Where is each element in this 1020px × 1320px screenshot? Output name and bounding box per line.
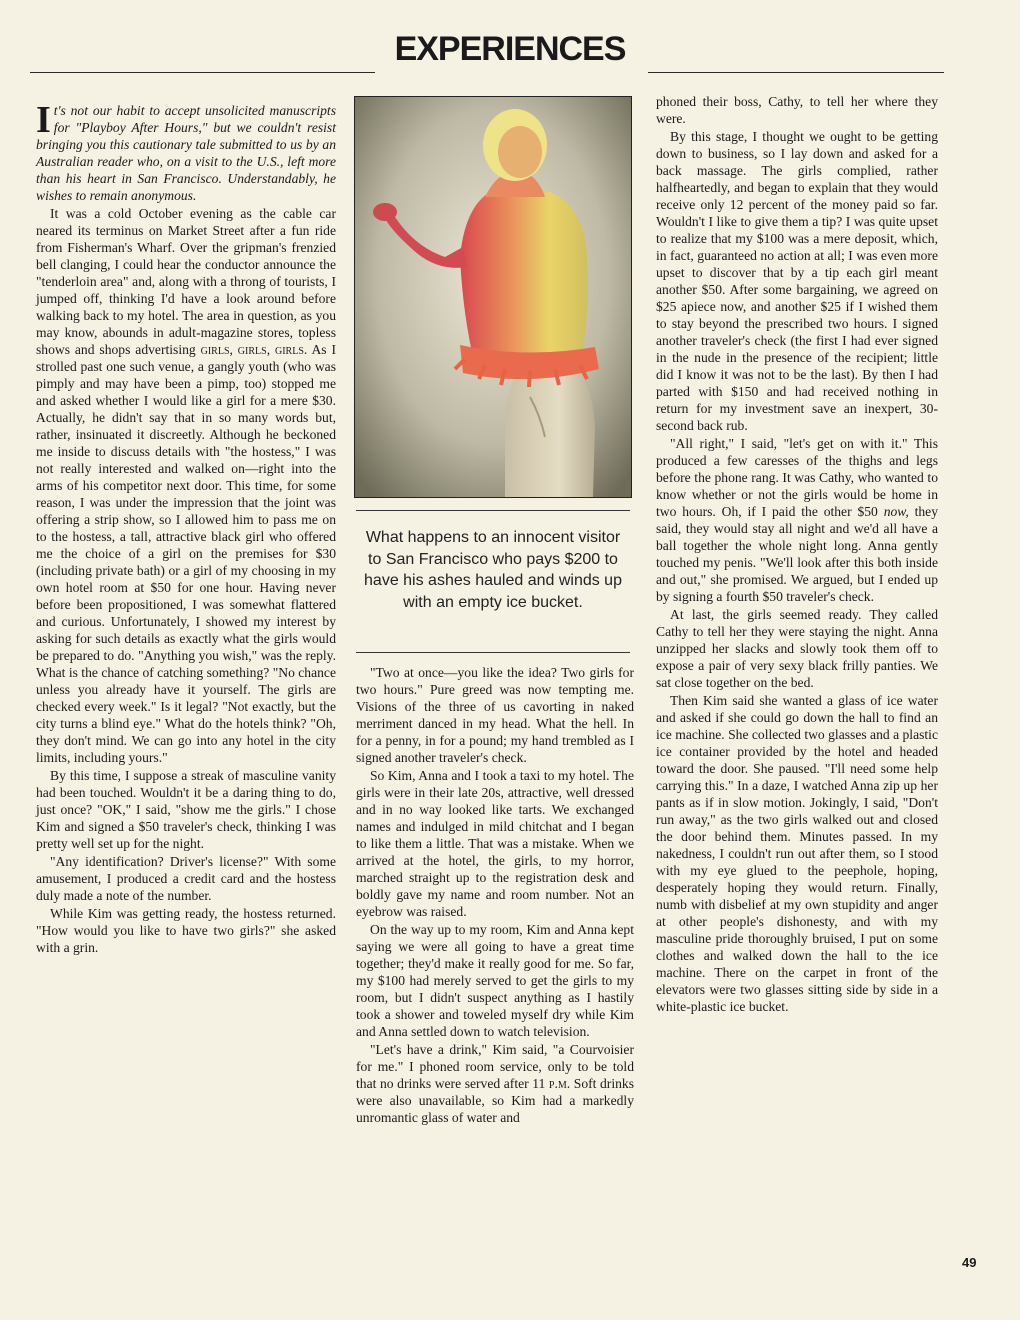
body-paragraph [656, 606, 938, 691]
emphasis-text: now, [883, 504, 909, 519]
body-paragraph [36, 905, 336, 956]
title-rule-right [648, 72, 944, 73]
body-paragraph [36, 767, 336, 852]
title-rule-left [30, 72, 375, 73]
page-title: EXPERIENCES [394, 30, 626, 68]
intro-paragraph [36, 99, 336, 204]
body-paragraph [656, 128, 938, 434]
photo-image [355, 97, 631, 497]
paragraph-text: On the way up to my room, Kim and Anna kept saying we were all going to have a great time together; they'd make it really good for me. So far, my $100 had merely served to get the girls to my room, but I didn't suspect anything as I hastily took a shower and toweled myself dry while Kim and Anna settled down to watch television. [356, 922, 634, 1039]
body-paragraph [656, 93, 938, 127]
body-paragraph [36, 853, 336, 904]
body-paragraph [656, 435, 938, 605]
caption-rule-bottom [356, 652, 630, 653]
pull-quote-caption: What happens to an innocent visitor to San Francisco who pays $200 to have his ashes hauled and winds up with an empty ice bucket. [364, 529, 622, 611]
body-paragraph [36, 205, 336, 766]
drop-cap: I [36, 99, 51, 141]
body-paragraph [356, 1041, 634, 1126]
small-caps-text: p.m. [548, 1076, 571, 1091]
small-caps-text: girls, girls, girls [200, 342, 304, 357]
paragraph-text: phoned their boss, Cathy, to tell her where they were. [656, 94, 938, 126]
article-column-1 [36, 99, 336, 957]
article-photo [354, 96, 632, 498]
paragraph-text: So Kim, Anna and I took a taxi to my hotel. The girls were in their late 20s, attractive, well dressed and in no way looked like tarts. We exchanged names and indulged in mild chitchat and I began to like them a little. That was a mistake. When we arrived at the hotel, the girls, to my horror, marched straight up to the registration desk and boldly gave my name and room number. Not an eyebrow was raised. [356, 768, 634, 919]
article-column-3 [656, 93, 938, 1016]
paragraph-text: At last, the girls seemed ready. They called Cathy to tell her they were staying the night. Anna unzipped her slacks and slowly took them off to expose a pair of very sexy black frilly panties. We sat close together on the bed. [656, 607, 938, 690]
paragraph-text: By this stage, I thought we ought to be getting down to business, so I lay down and asked for a back massage. The girls complied, rather halfheartedly, and began to explain that they would receive only 12 percent of the money paid so far. Wouldn't I like to give them a tip? I was quite upset to realize that my $100 was a mere deposit, which, in fact, guaranteed no action at all; I was even more upset to discover that by a tip each girl meant another $50. After some bargaining, we agreed on $25 apiece now, and another $25 if I wished them to stay beyond the prescribed two hours. I signed another traveler's check (the first I had ever signed in the nude in the presence of the recipient; little did I know it was not to be the last). By then I had parted with $150 and had received nothing in return for my investment save an inexpert, 30-second back rub. [656, 129, 938, 433]
caption-rule-top [356, 510, 630, 511]
paragraph-text: While Kim was getting ready, the hostess returned. "How would you like to have two girls?" she asked with a grin. [36, 906, 336, 955]
paragraph-text: "All right," I said, "let's get on with it." This produced a few caresses of the thighs and legs before the phone rang. It was Cathy, who wanted to know whether or not the girls would be home in two hours. Oh, if I paid the other $50 [656, 436, 938, 519]
intro-text: t's not our habit to accept unsolicited manuscripts for "Playboy After Hours," but we couldn't resist bringing you this cautionary tale submitted to us by an Australian reader who, on a visit to the U.S., left more than his heart in San Francisco. Understandably, he wishes to remain anonymous. [36, 103, 336, 203]
paragraph-text: "Any identification? Driver's license?" With some amusement, I produced a credit card and the hostess duly made a note of the number. [36, 854, 336, 903]
paragraph-text: . As I strolled past one such venue, a gangly youth (who was pimply and may have been a pimp, too) stopped me and asked whether I would like a girl for a mere $30. Actually, he didn't say that in so many words but, rather, insinuated it discreetly. Although he beckoned me inside to discuss details with "the hostess," I was not really interested and walked on—right into the arms of his competitor next door. This time, for some reason, I was under the impression that the joint was offering a strip show, so I allowed him to pass me on to the hostess, a tall, attractive black girl who offered me the choice of a girl on the premises for $30 (including private bath) or a girl of my choosing in my own hotel room at $50 for one hour. Having never before been propositioned, I was somewhat flattered and curious. Unfortunately, I showed my interest by asking for such details as exactly what the girls would be prepared to do. "Anything you wish," was the reply. What is the chance of catching something? "No chance unless you already have it yourself. The girls are checked every week." Is it legal? "Not exactly, but the city turns a blind eye." What do the hotels think? "Oh, they don't mind. We can go into any hotel in the city limits, including yours." [36, 342, 336, 765]
paragraph-text: "Two at once—you like the idea? Two girls for two hours." Pure greed was now tempting me. Visions of the three of us cavorting in naked merriment danced in my head. What the hell. In for a penny, in for a pound; my hand trembled as I signed another traveler's check. [356, 665, 634, 765]
body-paragraph [356, 767, 634, 920]
body-paragraph [656, 692, 938, 1015]
paragraph-text: Soft drinks were also unavailable, so Kim had a markedly unromantic glass of water and [356, 1076, 634, 1125]
paragraph-text: they said, they would stay all night and we'd all have a ball together the whole night long. Anna gently touched my penis. "We'll look after this both inside and out," she promised. We argued, but I ended up by signing a fourth $50 traveler's check. [656, 504, 938, 604]
paragraph-text: It was a cold October evening as the cable car neared its terminus on Market Street after a fun ride from Fisherman's Wharf. Over the gripman's frenzied bell clanging, I could hear the conductor announce the "tenderloin area" and, along with a throng of tourists, I jumped off, thinking I'd have a look around before walking back to my hotel. The area in question, as you may know, abounds in adult-magazine stores, topless shows and shops advertising [36, 206, 336, 357]
body-paragraph [356, 921, 634, 1040]
article-column-2 [356, 664, 634, 1127]
body-paragraph [356, 664, 634, 766]
page-number: 49 [962, 1255, 977, 1270]
paragraph-text: By this time, I suppose a streak of masculine vanity had been touched. Wouldn't it be a daring thing to do, just once? "OK," I said, "show me the girls." I chose Kim and signed a $50 traveler's check, thinking I was pretty well set up for the night. [36, 768, 336, 851]
paragraph-text: "Let's have a drink," Kim said, "a Courvoisier for me." I phoned room service, only to be told that no drinks were served after 11 [356, 1042, 634, 1091]
paragraph-text: Then Kim said she wanted a glass of ice water and asked if she could go down the hall to find an ice machine. She collected two glasses and a plastic ice container provided by the hotel and headed toward the door. She paused. "I'll need some help carrying this." In a daze, I watched Anna zip up her pants as if in slow motion. Jokingly, I said, "Don't run away," as the two girls walked out and closed the door behind them. Minutes passed. In my nakedness, I couldn't run out after them, so I stood with my eye glued to the peephole, hoping, desperately hoping they would return. Finally, numb with disbelief at my own stupidity and anger at other people's dishonesty, and with my masculine pride thoroughly bruised, I put on some clothes and walked down the hall to the ice machine. There on the carpet in front of the elevators were two glasses sitting side by side in a white-plastic ice bucket. [656, 693, 938, 1014]
